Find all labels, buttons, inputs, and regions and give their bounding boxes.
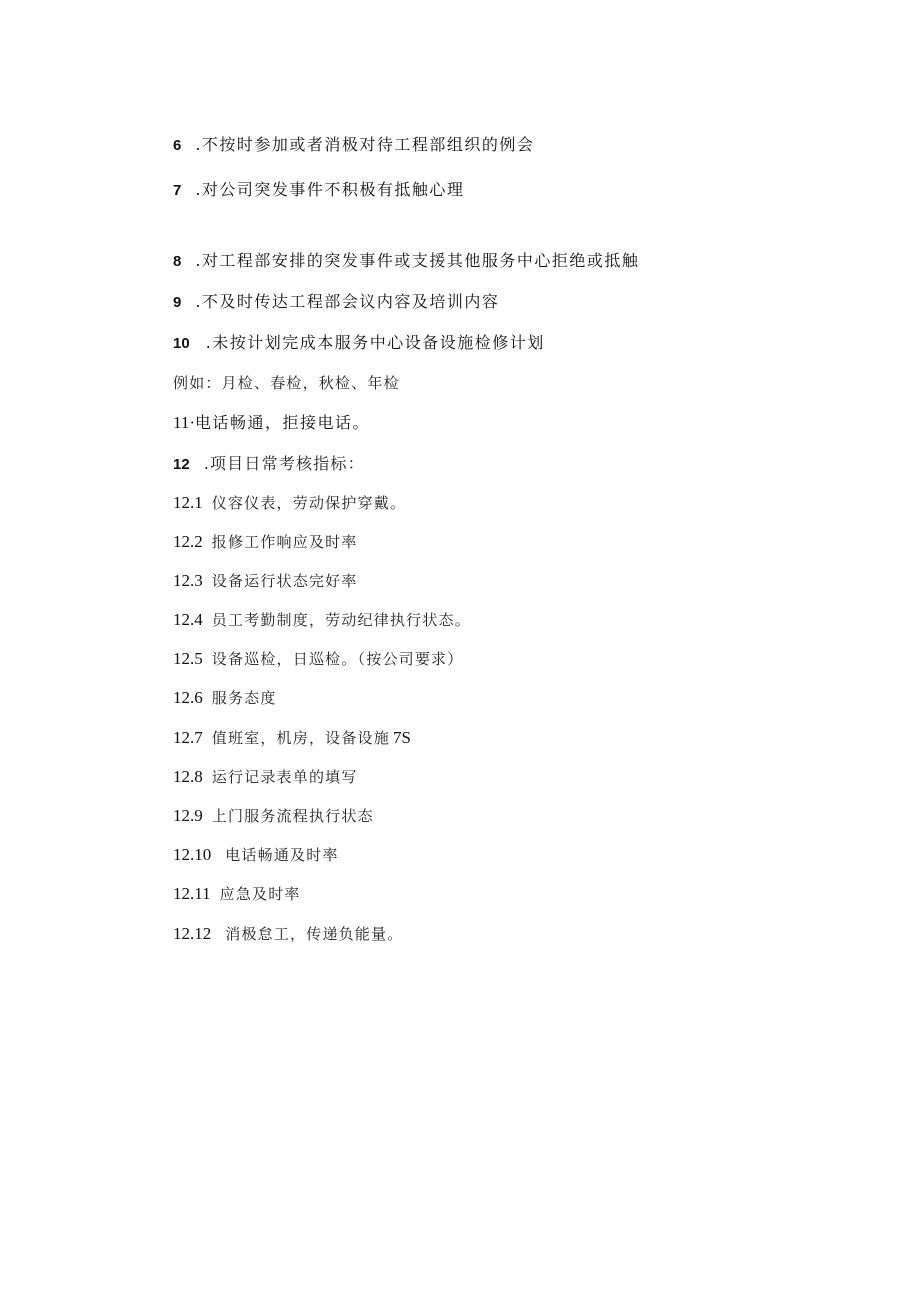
sub-item-text: 消极怠工，传递负能量。	[225, 925, 404, 943]
sub-item-12-5	[173, 650, 463, 667]
list-item-6	[173, 137, 534, 153]
sub-item-12-7	[173, 729, 411, 746]
sub-item-text: 上门服务流程执行状态	[211, 807, 374, 825]
sub-item-text: 运行记录表单的填写	[211, 768, 358, 786]
list-item-8	[173, 253, 639, 269]
list-item-10	[173, 335, 545, 351]
sub-item-12-10	[173, 846, 339, 863]
list-item-11	[173, 414, 370, 431]
sub-item-text: 服务态度	[211, 689, 277, 707]
sub-item-12-6	[173, 689, 277, 706]
item-text: .不按时参加或者消极对待工程部组织的例会	[195, 135, 535, 154]
sub-item-12-9	[173, 807, 374, 824]
sub-item-number: 12.9	[173, 806, 203, 825]
item-number: 12	[173, 456, 190, 473]
list-item-7	[173, 182, 464, 198]
sub-item-text: 设备运行状态完好率	[211, 572, 358, 590]
sub-item-number: 12.7	[173, 728, 203, 747]
sub-item-text: 值班室，机房，设备设施	[211, 729, 390, 747]
sub-item-text: 员工考勤制度，劳动纪律执行状态。	[211, 611, 471, 629]
item-number: 7	[173, 182, 182, 199]
sub-item-12-1	[173, 494, 406, 511]
sub-item-number: 12.6	[173, 688, 203, 707]
item-text: .不及时传达工程部会议内容及培训内容	[195, 292, 500, 311]
item-text: .未按计划完成本服务中心设备设施检修计划	[205, 333, 545, 352]
item-number: 8	[173, 253, 182, 270]
item-number: 11·	[173, 413, 196, 432]
item-text: .对公司突发事件不积极有抵触心理	[195, 180, 465, 199]
sub-item-suffix: 7S	[392, 728, 411, 747]
sub-item-text: 设备巡检，日巡检。（按公司要求）	[211, 650, 464, 668]
sub-item-12-8	[173, 768, 358, 785]
sub-item-text: 仪容仪表，劳动保护穿戴。	[211, 494, 407, 512]
sub-item-12-3	[173, 572, 358, 589]
item-number: 6	[173, 137, 182, 154]
sub-item-12-2	[173, 533, 358, 550]
sub-item-12-4	[173, 611, 471, 628]
example-text: 例如：月检、春检，秋检、年检	[173, 374, 400, 392]
sub-item-number: 12.2	[173, 532, 203, 551]
list-item-9	[173, 294, 499, 310]
example-line	[173, 375, 400, 391]
item-number: 9	[173, 294, 182, 311]
sub-item-number: 12.5	[173, 649, 203, 668]
item-number: 10	[173, 335, 190, 352]
sub-item-number: 12.11	[173, 884, 211, 903]
sub-item-number: 12.12	[173, 924, 212, 943]
sub-item-number: 12.4	[173, 610, 203, 629]
item-text: 电话畅通，拒接电话。	[195, 413, 371, 432]
sub-item-12-11	[173, 885, 301, 902]
sub-item-12-12	[173, 925, 403, 942]
sub-item-number: 12.1	[173, 493, 203, 512]
sub-item-text: 电话畅通及时率	[225, 846, 339, 864]
item-text: .对工程部安排的突发事件或支援其他服务中心拒绝或抵触	[195, 251, 640, 270]
sub-item-number: 12.3	[173, 571, 203, 590]
sub-item-number: 12.10	[173, 845, 212, 864]
sub-item-number: 12.8	[173, 767, 203, 786]
item-text: .项目日常考核指标：	[203, 454, 365, 473]
sub-item-text: 应急及时率	[219, 885, 301, 903]
sub-item-text: 报修工作响应及时率	[211, 533, 358, 551]
list-item-12	[173, 456, 365, 472]
